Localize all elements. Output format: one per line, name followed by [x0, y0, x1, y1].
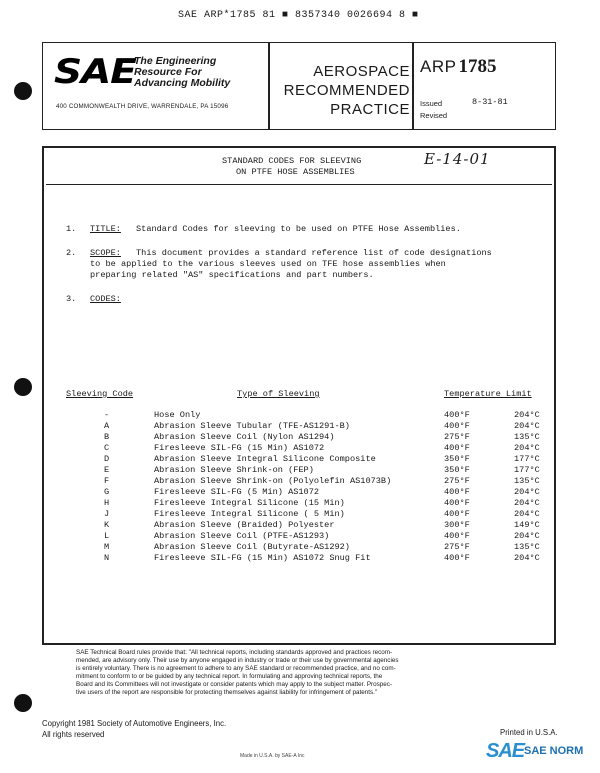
body-frame-bottom — [42, 643, 556, 645]
row-type: Abrasion Sleeve Shrink-on (Polyolefin AS1073B) — [154, 476, 392, 486]
row-temp-f: 350°F — [444, 454, 470, 464]
row-code: G — [104, 487, 110, 497]
row-type: Hose Only — [154, 410, 201, 420]
issued-label: Issued — [420, 99, 443, 108]
table-row — [64, 531, 564, 542]
row-temp-c: 177°C — [514, 454, 540, 464]
section-1 — [66, 224, 461, 235]
doc-type-line-1: AEROSPACE — [313, 63, 410, 80]
row-type: Abrasion Sleeve Coil (Nylon AS1294) — [154, 432, 335, 442]
doc-type-line-2: RECOMMENDED — [283, 82, 410, 99]
row-temp-c: 135°C — [514, 542, 540, 552]
table-row — [64, 487, 564, 498]
row-temp-f: 275°F — [444, 542, 470, 552]
sae-logo-text: SAE — [54, 52, 136, 92]
tagline — [134, 56, 230, 89]
sae-logo — [54, 52, 136, 92]
body-frame-right — [554, 146, 556, 644]
row-temp-f: 400°F — [444, 553, 470, 563]
row-temp-f: 400°F — [444, 498, 470, 508]
sae-norm-prefix: SAE — [486, 740, 525, 762]
table-row — [64, 509, 564, 520]
binder-hole-2 — [14, 378, 32, 396]
row-code: F — [104, 476, 110, 486]
doc-title-line-1: STANDARD CODES FOR SLEEVING — [222, 156, 362, 166]
table-row — [64, 520, 564, 531]
row-temp-f: 275°F — [444, 476, 470, 486]
row-type: Abrasion Sleeve Coil (Butyrate-AS1292) — [154, 542, 350, 552]
table-row — [64, 432, 564, 443]
row-type: Firesleeve Integral Silicone ( 5 Min) — [154, 509, 345, 519]
disclaimer-line: tive users of the report are responsible for protecting themselves against liability for infringement of patents." — [76, 689, 378, 696]
sae-norm-text: SAE NORM — [524, 745, 584, 757]
disclaimer-line: Board and its Committees will not investigate or consider patents which may apply to the subject matter. Prospec- — [76, 681, 393, 688]
row-temp-c: 135°C — [514, 476, 540, 486]
title-rule — [46, 184, 552, 185]
header-divider-2 — [412, 42, 414, 130]
table-row — [64, 454, 564, 465]
handwritten-note: E-14-01 — [424, 150, 491, 168]
row-temp-f: 350°F — [444, 465, 470, 475]
doc-title-line-2: ON PTFE HOSE ASSEMBLIES — [236, 167, 355, 177]
table-row — [64, 476, 564, 487]
table-row — [64, 421, 564, 432]
row-type: Firesleeve SIL-FG (15 Min) AS1072 Snug Fit — [154, 553, 371, 563]
row-temp-c: 204°C — [514, 421, 540, 431]
row-type: Abrasion Sleeve Coil (PTFE-AS1293) — [154, 531, 330, 541]
copyright: Copyright 1981 Society of Automotive Engineers, Inc. — [42, 719, 227, 728]
row-type: Abrasion Sleeve Tubular (TFE-AS1291-B) — [154, 421, 350, 431]
table-row — [64, 443, 564, 454]
row-code: B — [104, 432, 110, 442]
row-temp-c: 204°C — [514, 487, 540, 497]
rights: All rights reserved — [42, 730, 105, 739]
row-code: K — [104, 520, 110, 530]
table-row — [64, 498, 564, 509]
body-frame-top — [42, 146, 556, 148]
row-code: M — [104, 542, 110, 552]
row-temp-f: 400°F — [444, 410, 470, 420]
printed-in: Printed in U.S.A. — [500, 728, 558, 737]
section-2 — [66, 248, 492, 259]
row-code: E — [104, 465, 110, 475]
binder-hole-1 — [14, 82, 32, 100]
arp-label: ARP — [420, 57, 457, 76]
scan-header: SAE ARP*1785 81 ■ 8357340 0026694 8 ■ — [178, 10, 419, 21]
section-3-num: 3. — [66, 294, 77, 304]
row-temp-c: 204°C — [514, 553, 540, 563]
arp-number-block — [420, 56, 496, 78]
row-type: Firesleeve Integral Silicone (15 Min) — [154, 498, 345, 508]
doc-type — [270, 62, 410, 119]
row-temp-c: 149°C — [514, 520, 540, 530]
row-code: - — [104, 410, 110, 420]
row-type: Abrasion Sleeve Integral Silicone Composite — [154, 454, 376, 464]
tagline-line-2: Resource For — [134, 66, 202, 78]
section-3 — [66, 294, 121, 305]
row-temp-f: 400°F — [444, 509, 470, 519]
section-2-num: 2. — [66, 248, 77, 258]
row-temp-f: 400°F — [444, 487, 470, 497]
section-2-text-1: This document provides a standard reference list of code designations — [136, 248, 492, 258]
disclaimer-line: mitment to conform to or be guided by any technical report. In formulating and approving technical reports, the — [76, 673, 383, 680]
table-row — [64, 465, 564, 476]
row-temp-c: 204°C — [514, 531, 540, 541]
section-1-text: Standard Codes for sleeving to be used on PTFE Hose Assemblies. — [136, 224, 461, 234]
doc-type-line-3: PRACTICE — [330, 101, 410, 118]
row-code: D — [104, 454, 110, 464]
tagline-line-1: The Engineering — [134, 55, 217, 67]
row-code: J — [104, 509, 110, 519]
row-code: C — [104, 443, 110, 453]
row-code: N — [104, 553, 110, 563]
row-temp-c: 177°C — [514, 465, 540, 475]
sae-norm-brand — [486, 740, 596, 768]
row-temp-c: 204°C — [514, 443, 540, 453]
table-header-type: Type of Sleeving — [237, 389, 320, 399]
arp-number: 1785 — [458, 56, 497, 77]
disclaimer-line: is entirely voluntary. There is no agreement to adhere to any SAE standard or recommended practice, and no com- — [76, 665, 396, 672]
section-2-heading: SCOPE: — [90, 248, 121, 258]
section-1-heading: TITLE: — [90, 224, 121, 234]
row-type: Firesleeve SIL-FG (5 Min) AS1072 — [154, 487, 320, 497]
bottom-tiny: Made in U.S.A. by SAE-A Inc — [240, 753, 305, 759]
row-temp-c: 204°C — [514, 410, 540, 420]
section-3-heading: CODES: — [90, 294, 121, 304]
table-header-code: Sleeving Code — [66, 389, 134, 399]
table-row — [64, 553, 564, 564]
row-temp-c: 204°C — [514, 498, 540, 508]
section-2-text-2: to be applied to the various sleeves used on TFE hose assemblies when — [90, 259, 446, 269]
row-type: Abrasion Sleeve Shrink-on (FEP) — [154, 465, 314, 475]
section-1-num: 1. — [66, 224, 77, 234]
row-type: Firesleeve SIL-FG (15 Min) AS1072 — [154, 443, 325, 453]
row-temp-f: 300°F — [444, 520, 470, 530]
body-frame-left — [42, 146, 44, 644]
disclaimer-line: mended, are advisory only. Their use by anyone engaged in industry or trade or their use by governmental agencies — [76, 657, 399, 664]
revised-label: Revised — [420, 111, 448, 120]
row-temp-f: 275°F — [444, 432, 470, 442]
row-temp-c: 135°C — [514, 432, 540, 442]
table-row — [64, 410, 564, 421]
row-type: Abrasion Sleeve (Braided) Polyester — [154, 520, 335, 530]
row-temp-f: 400°F — [444, 421, 470, 431]
table-header-temp: Temperature Limit — [444, 389, 532, 399]
row-temp-c: 204°C — [514, 509, 540, 519]
issued-date: 8-31-81 — [472, 97, 508, 107]
binder-hole-3 — [14, 694, 32, 712]
table-row — [64, 542, 564, 553]
section-2-text-3: preparing related "AS" specifications and part numbers. — [90, 270, 374, 280]
tagline-line-3: Advancing Mobility — [134, 77, 231, 89]
disclaimer-line: SAE Technical Board rules provide that: "All technical reports, including standards approved and practices recom- — [76, 649, 393, 656]
row-code: L — [104, 531, 110, 541]
row-temp-f: 400°F — [444, 531, 470, 541]
row-code: H — [104, 498, 110, 508]
row-temp-f: 400°F — [444, 443, 470, 453]
disclaimer — [76, 649, 399, 697]
address: 400 COMMONWEALTH DRIVE, WARRENDALE, PA 15096 — [56, 103, 229, 110]
row-code: A — [104, 421, 110, 431]
